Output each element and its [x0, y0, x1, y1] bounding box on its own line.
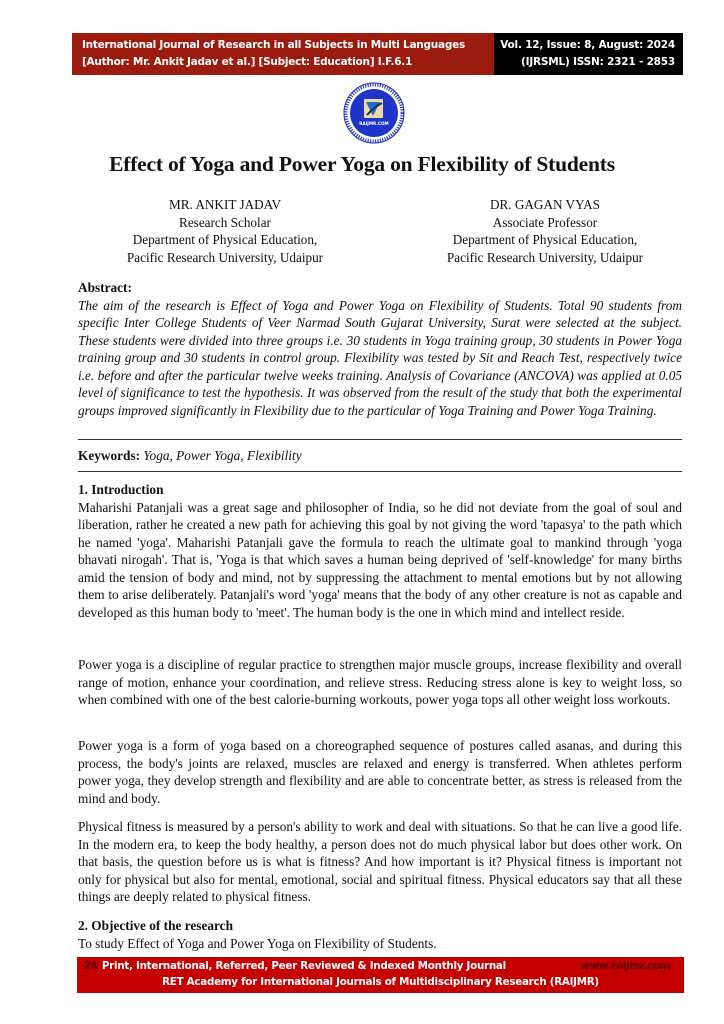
author-department: Department of Physical Education,: [132, 232, 318, 247]
abstract-section: [78, 279, 682, 419]
abstract-label: Abstract:: [78, 280, 132, 295]
author-block-2: [430, 196, 660, 266]
header-right-block: [494, 33, 683, 75]
volume-issue: Vol. 12, Issue: 8, August: 2024: [500, 39, 675, 51]
author-block-1: [110, 196, 340, 266]
author-role: Research Scholar: [179, 214, 271, 230]
author-institution: Pacific Research University, Udaipur: [446, 249, 644, 265]
journal-name: International Journal of Research in all Subjects in Multi Languages: [82, 39, 465, 51]
divider-top: [78, 439, 682, 440]
footer-tagline: Print, International, Referred, Peer Reviewed & Indexed Monthly Journal: [101, 960, 506, 972]
author-name: MR. ANKIT JADAV: [169, 197, 281, 212]
journal-url-link[interactable]: www.raijmr.com: [580, 960, 670, 972]
keywords-line: [78, 447, 682, 465]
svg-text:RAIJMR.COM: RAIJMR.COM: [359, 121, 389, 126]
author-subject-line: [Author: Mr. Ankit Jadav et al.] [Subject: Education] I.F.6.1: [82, 56, 413, 68]
author-institution: Pacific Research University, Udaipur: [126, 249, 324, 265]
paragraph: Power yoga is a discipline of regular practice to strengthen major muscle groups, increase flexibility and overall range of motion, enhance your coordination, and relieve stress. Reducing stress alone is key to weight loss, so when combined with one of the best calorie-burning workouts, power yoga tops all other weight loss workouts.: [78, 657, 682, 707]
author-department: Department of Physical Education,: [452, 232, 638, 247]
paragraph: To study Effect of Yoga and Power Yoga on Flexibility of Students.: [78, 935, 437, 951]
issn: (IJRSML) ISSN: 2321 - 2853: [521, 56, 675, 68]
section-objective: [78, 917, 682, 952]
divider-bottom: [78, 471, 682, 472]
paragraph: Physical fitness is measured by a person's ability to work and deal with situations. So that he can live a good life. In the modern era, to keep the body healthy, a person does not do much physical labor but does other work. On that basis, the question before us is what is fitness? And how important is it? Physical fitness is important not only for physical but also for mental, emotional, social and spiritual fitness. Physical educators say that all these things are deeply related to physical fitness.: [78, 819, 682, 904]
header-left-block: [72, 33, 494, 75]
author-name: DR. GAGAN VYAS: [489, 197, 601, 212]
keywords-label: Keywords:: [78, 448, 141, 463]
journal-seal-logo-icon: [343, 82, 405, 144]
abstract-text: The aim of the research is Effect of Yoga and Power Yoga on Flexibility of Students. Total 90 students from specific Inter College Students of Veer Narmad South Gujarat University, Surat were selected at the subject. These students were divided into three groups i.e. 30 students in Yoga training group, 30 students in Power Yoga training group and 30 students in control group. Flexibility was tested by Sit and Reach Test, respectively twice i.e. before and after the particular twelve weeks training. Analysis of Covariance (ANCOVA) was applied at 0.05 level of significance to test the hypothesis. It was observed from the result of the study that both the experimental groups improved significantly in Flexibility due to the particular of Yoga Training and Power Yoga Training.: [78, 297, 682, 418]
footer-line-1: [84, 960, 506, 972]
section-heading: 1. Introduction: [78, 482, 164, 497]
page-number: 24: [84, 960, 98, 972]
section-introduction: [78, 481, 682, 621]
journal-header: [72, 33, 683, 75]
author-role: Associate Professor: [492, 214, 598, 230]
footer-line-2: RET Academy for International Journals of Multidisciplinary Research (RAIJMR): [162, 976, 599, 988]
section-heading: 2. Objective of the research: [78, 918, 233, 933]
keywords-text: Yoga, Power Yoga, Flexibility: [143, 448, 302, 463]
paragraph: Power yoga is a form of yoga based on a choreographed sequence of postures called asanas, and during this process, the body's joints are relaxed, muscles are relaxed and energy is transferred. When athletes perform power yoga, they develop strength and flexibility and are able to concentrate better, as stress is released from the mind and body.: [78, 738, 682, 806]
paragraph: Maharishi Patanjali was a great sage and philosopher of India, so he did not deviate from the goal of soul and liberation, rather he created a new path for achieving this goal by not giving the word 'tapasya' to the path which he named 'yoga'. Maharishi Patanjali gave the formula to reach the ultimate goal to mankind through 'yoga bhavati nirogah'. That is, 'Yoga is that which saves a human being deprived of 'self-knowledge' for many births amid the tension of body and mind, not by suppressing the attachment to mental emotions but by not allowing them to arise deliberately. Patanjali's word 'yoga' means that the body of any other creature is not as capable and developed as this human body to 'meet'. The human body is the one in which mind and intellect reside.: [78, 499, 682, 620]
paper-title: Effect of Yoga and Power Yoga on Flexibility of Students: [109, 152, 615, 176]
journal-footer: [77, 957, 684, 993]
